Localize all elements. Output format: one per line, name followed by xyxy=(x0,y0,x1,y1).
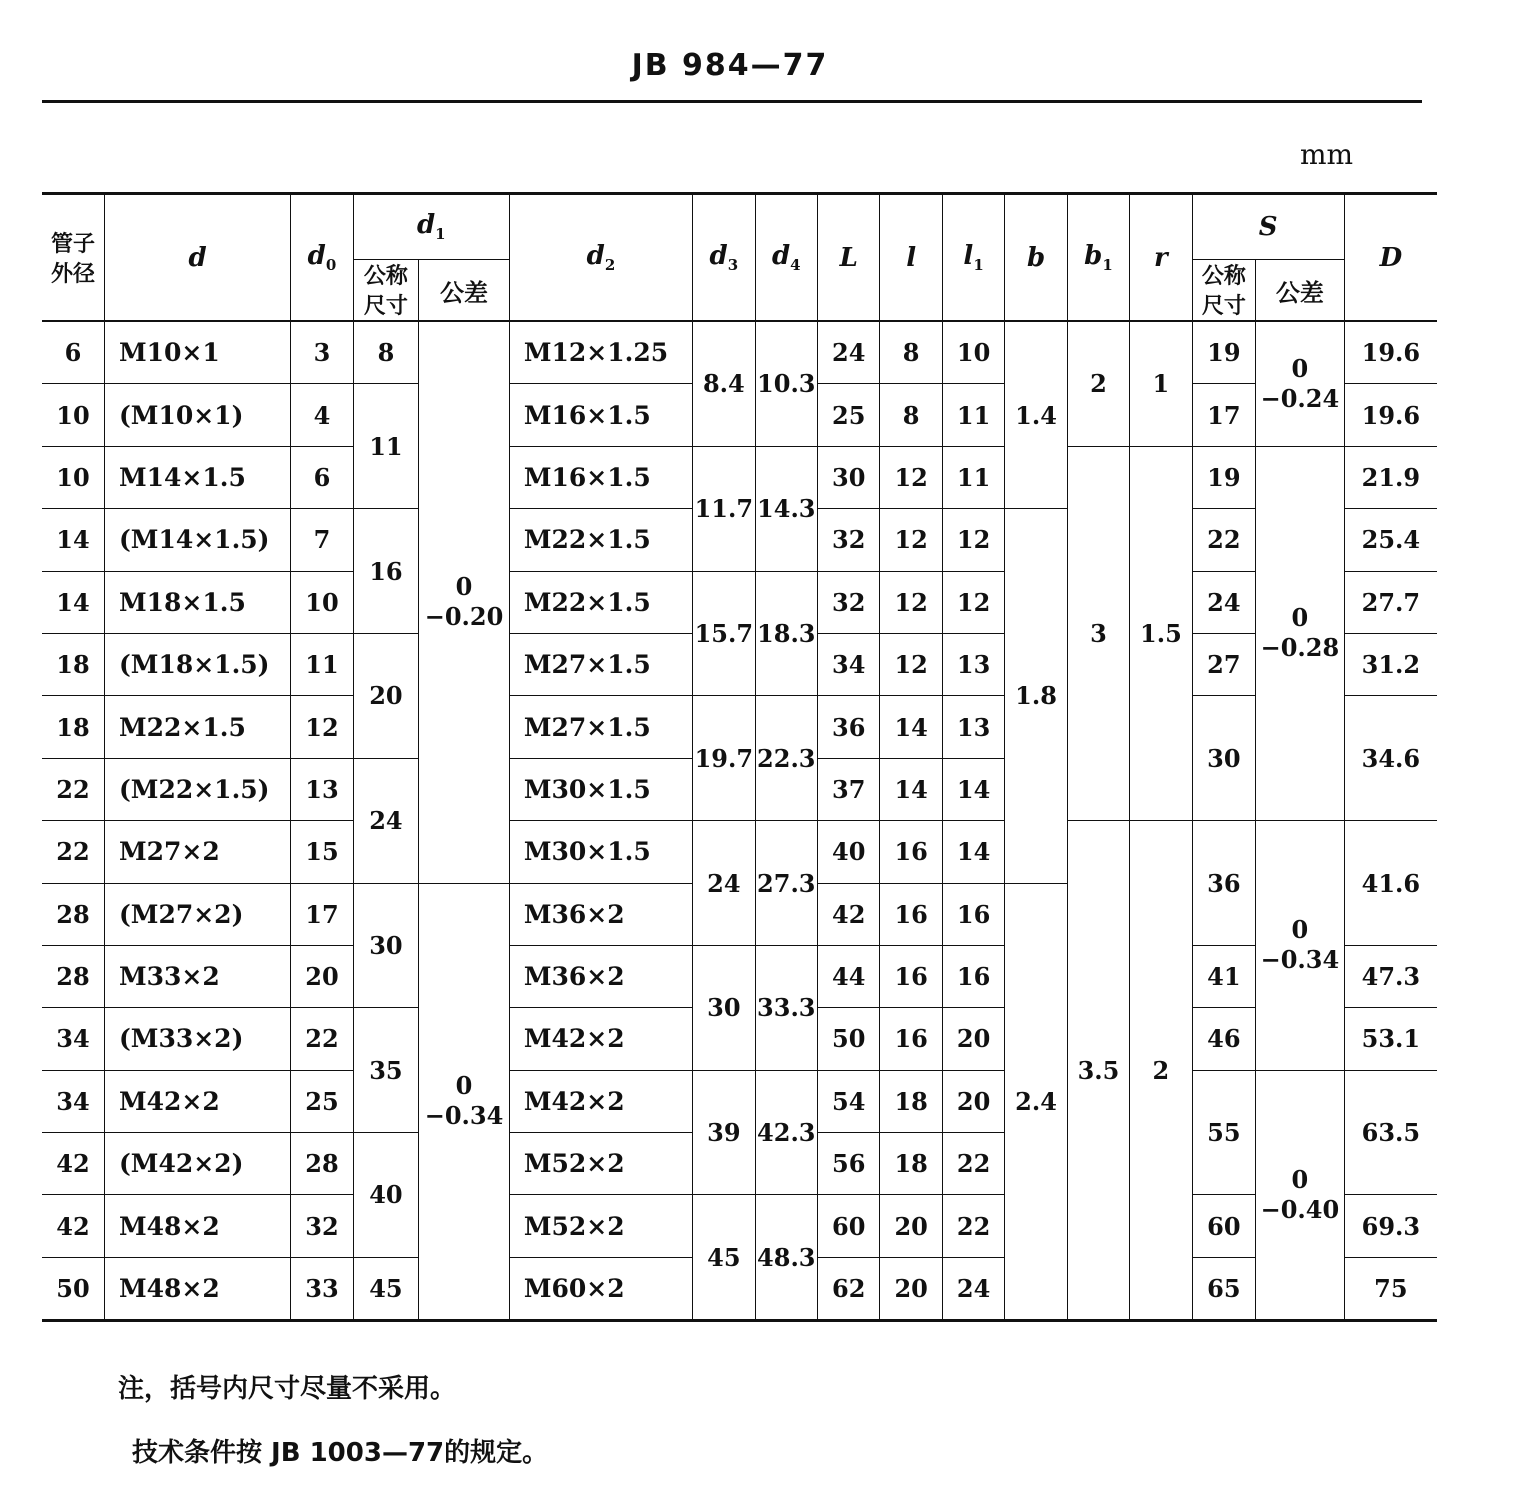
cell-d4: 42.3 xyxy=(755,1070,817,1195)
header-d2: $d_2$ xyxy=(509,194,692,322)
cell-pipe-od: 6 xyxy=(42,321,104,384)
cell-S-nominal: 19 xyxy=(1192,321,1255,384)
cell-d: (M18×1.5) xyxy=(104,633,290,695)
cell-d: (M14×1.5) xyxy=(104,509,290,571)
cell-d0: 3 xyxy=(291,321,353,384)
cell-d4: 14.3 xyxy=(755,446,817,571)
table-row xyxy=(42,321,1437,384)
cell-pipe-od: 42 xyxy=(42,1133,104,1195)
cell-l1: 12 xyxy=(942,571,1004,633)
cell-l: 20 xyxy=(880,1257,942,1320)
cell-d: M48×2 xyxy=(104,1195,290,1257)
cell-D: 75 xyxy=(1344,1257,1437,1320)
cell-d1-nominal: 8 xyxy=(353,321,418,384)
cell-l: 12 xyxy=(880,446,942,508)
cell-d3: 39 xyxy=(693,1070,755,1195)
cell-S-nominal: 36 xyxy=(1192,821,1255,946)
cell-d2: M42×2 xyxy=(509,1070,692,1132)
cell-pipe-od: 18 xyxy=(42,633,104,695)
header-b1: $b_1$ xyxy=(1067,194,1129,322)
cell-b1: 3 xyxy=(1067,446,1129,820)
cell-d2: M22×1.5 xyxy=(509,571,692,633)
cell-D: 63.5 xyxy=(1344,1070,1437,1195)
cell-d0: 13 xyxy=(291,758,353,820)
cell-D: 47.3 xyxy=(1344,945,1437,1007)
cell-S-nominal: 41 xyxy=(1192,945,1255,1007)
cell-S-nominal: 17 xyxy=(1192,384,1255,446)
cell-d2: M60×2 xyxy=(509,1257,692,1320)
cell-d4: 48.3 xyxy=(755,1195,817,1321)
cell-d0: 6 xyxy=(291,446,353,508)
cell-b: 1.4 xyxy=(1005,321,1067,509)
cell-d1-nominal: 45 xyxy=(353,1257,418,1320)
cell-D: 19.6 xyxy=(1344,384,1437,446)
cell-L: 56 xyxy=(818,1133,880,1195)
cell-D: 69.3 xyxy=(1344,1195,1437,1257)
cell-d0: 11 xyxy=(291,633,353,695)
unit-label: mm xyxy=(1300,138,1354,171)
cell-l1: 13 xyxy=(942,696,1004,758)
cell-d: M14×1.5 xyxy=(104,446,290,508)
cell-L: 60 xyxy=(818,1195,880,1257)
cell-l1: 20 xyxy=(942,1008,1004,1070)
cell-D: 41.6 xyxy=(1344,821,1437,946)
cell-d4: 33.3 xyxy=(755,945,817,1070)
cell-d0: 22 xyxy=(291,1008,353,1070)
cell-S-tolerance: 0 −0.34 xyxy=(1256,821,1345,1071)
cell-S-nominal: 60 xyxy=(1192,1195,1255,1257)
cell-L: 37 xyxy=(818,758,880,820)
cell-r: 1.5 xyxy=(1130,446,1192,820)
cell-d3: 30 xyxy=(693,945,755,1070)
header-d0: $d_0$ xyxy=(291,194,353,322)
cell-L: 24 xyxy=(818,321,880,384)
cell-d1-nominal: 40 xyxy=(353,1133,418,1258)
table-row xyxy=(42,696,1437,758)
cell-d1-tolerance: 0 −0.34 xyxy=(419,883,510,1321)
cell-L: 40 xyxy=(818,821,880,883)
cell-S-tolerance: 0 −0.28 xyxy=(1256,446,1345,820)
cell-d2: M42×2 xyxy=(509,1008,692,1070)
cell-d1-nominal: 16 xyxy=(353,509,418,634)
cell-d0: 10 xyxy=(291,571,353,633)
cell-l1: 22 xyxy=(942,1133,1004,1195)
cell-S-nominal: 27 xyxy=(1192,633,1255,695)
cell-l: 12 xyxy=(880,509,942,571)
cell-l: 8 xyxy=(880,384,942,446)
cell-d: (M22×1.5) xyxy=(104,758,290,820)
cell-pipe-od: 18 xyxy=(42,696,104,758)
cell-d: M42×2 xyxy=(104,1070,290,1132)
cell-L: 25 xyxy=(818,384,880,446)
header-l1: $l_1$ xyxy=(942,194,1004,322)
header-d1: $d_1$ xyxy=(353,194,509,260)
cell-l1: 12 xyxy=(942,509,1004,571)
cell-d: M22×1.5 xyxy=(104,696,290,758)
cell-d2: M16×1.5 xyxy=(509,384,692,446)
cell-S-tolerance: 0 −0.24 xyxy=(1256,321,1345,446)
cell-d0: 12 xyxy=(291,696,353,758)
cell-l: 18 xyxy=(880,1070,942,1132)
cell-d0: 15 xyxy=(291,821,353,883)
cell-D: 21.9 xyxy=(1344,446,1437,508)
cell-D: 34.6 xyxy=(1344,696,1437,821)
cell-d4: 22.3 xyxy=(755,696,817,821)
cell-d0: 33 xyxy=(291,1257,353,1320)
header-d: d xyxy=(104,194,290,322)
cell-d2: M30×1.5 xyxy=(509,758,692,820)
cell-pipe-od: 34 xyxy=(42,1008,104,1070)
cell-pipe-od: 10 xyxy=(42,384,104,446)
cell-r: 2 xyxy=(1130,821,1192,1321)
cell-d1-nominal: 24 xyxy=(353,758,418,883)
table-row xyxy=(42,571,1437,633)
cell-b: 2.4 xyxy=(1005,883,1067,1321)
cell-d3: 8.4 xyxy=(693,321,755,446)
cell-l: 16 xyxy=(880,945,942,1007)
cell-d2: M30×1.5 xyxy=(509,821,692,883)
cell-L: 62 xyxy=(818,1257,880,1320)
cell-D: 19.6 xyxy=(1344,321,1437,384)
cell-pipe-od: 42 xyxy=(42,1195,104,1257)
cell-d: M18×1.5 xyxy=(104,571,290,633)
cell-d4: 27.3 xyxy=(755,821,817,946)
cell-S-nominal: 24 xyxy=(1192,571,1255,633)
cell-d4: 18.3 xyxy=(755,571,817,696)
cell-l1: 10 xyxy=(942,321,1004,384)
cell-S-nominal: 46 xyxy=(1192,1008,1255,1070)
cell-d1-nominal: 20 xyxy=(353,633,418,758)
cell-b: 1.8 xyxy=(1005,509,1067,883)
cell-S-nominal: 30 xyxy=(1192,696,1255,821)
cell-d2: M27×1.5 xyxy=(509,696,692,758)
cell-D: 53.1 xyxy=(1344,1008,1437,1070)
cell-d0: 4 xyxy=(291,384,353,446)
cell-d1-tolerance: 0 −0.20 xyxy=(419,321,510,883)
cell-l: 16 xyxy=(880,1008,942,1070)
cell-l: 16 xyxy=(880,883,942,945)
cell-S-nominal: 22 xyxy=(1192,509,1255,571)
cell-r: 1 xyxy=(1130,321,1192,446)
cell-l: 16 xyxy=(880,821,942,883)
cell-l: 14 xyxy=(880,696,942,758)
cell-S-nominal: 55 xyxy=(1192,1070,1255,1195)
cell-d1-nominal: 30 xyxy=(353,883,418,1008)
cell-d3: 11.7 xyxy=(693,446,755,571)
header-D: D xyxy=(1344,194,1437,322)
cell-d2: M52×2 xyxy=(509,1133,692,1195)
header-d1-nominal: 公称 尺寸 xyxy=(353,260,418,322)
cell-d2: M36×2 xyxy=(509,945,692,1007)
cell-d0: 28 xyxy=(291,1133,353,1195)
cell-d0: 7 xyxy=(291,509,353,571)
cell-d1-nominal: 35 xyxy=(353,1008,418,1133)
table-row xyxy=(42,1070,1437,1132)
cell-pipe-od: 10 xyxy=(42,446,104,508)
header-pipe-od: 管子 外径 xyxy=(42,194,104,322)
cell-d3: 19.7 xyxy=(693,696,755,821)
cell-l: 12 xyxy=(880,633,942,695)
cell-d2: M22×1.5 xyxy=(509,509,692,571)
cell-pipe-od: 14 xyxy=(42,509,104,571)
header-S-nominal: 公称 尺寸 xyxy=(1192,260,1255,322)
cell-pipe-od: 34 xyxy=(42,1070,104,1132)
cell-d3: 24 xyxy=(693,821,755,946)
cell-D: 25.4 xyxy=(1344,509,1437,571)
cell-L: 44 xyxy=(818,945,880,1007)
cell-b1: 2 xyxy=(1067,321,1129,446)
cell-d2: M36×2 xyxy=(509,883,692,945)
note-brackets: 注，括号内尺寸尽量不采用。 xyxy=(118,1374,457,1404)
cell-pipe-od: 22 xyxy=(42,821,104,883)
cell-d: M10×1 xyxy=(104,321,290,384)
cell-l1: 14 xyxy=(942,821,1004,883)
cell-pipe-od: 50 xyxy=(42,1257,104,1320)
cell-l: 18 xyxy=(880,1133,942,1195)
cell-l: 8 xyxy=(880,321,942,384)
cell-b1: 3.5 xyxy=(1067,821,1129,1321)
cell-D: 31.2 xyxy=(1344,633,1437,695)
cell-L: 54 xyxy=(818,1070,880,1132)
cell-d: (M27×2) xyxy=(104,883,290,945)
cell-d2: M16×1.5 xyxy=(509,446,692,508)
cell-l1: 16 xyxy=(942,883,1004,945)
cell-d3: 15.7 xyxy=(693,571,755,696)
header-d4: $d_4$ xyxy=(755,194,817,322)
cell-S-nominal: 65 xyxy=(1192,1257,1255,1320)
cell-L: 32 xyxy=(818,509,880,571)
cell-d0: 20 xyxy=(291,945,353,1007)
cell-d2: M12×1.25 xyxy=(509,321,692,384)
cell-d: (M42×2) xyxy=(104,1133,290,1195)
header-L: L xyxy=(818,194,880,322)
cell-d: M27×2 xyxy=(104,821,290,883)
standard-code: JB 984—77 xyxy=(631,48,829,83)
cell-l1: 11 xyxy=(942,446,1004,508)
cell-S-nominal: 19 xyxy=(1192,446,1255,508)
dimension-table xyxy=(42,192,1437,1322)
cell-l: 12 xyxy=(880,571,942,633)
cell-l1: 20 xyxy=(942,1070,1004,1132)
cell-d0: 32 xyxy=(291,1195,353,1257)
cell-L: 36 xyxy=(818,696,880,758)
header-S-tolerance: 公差 xyxy=(1256,260,1345,322)
cell-l1: 14 xyxy=(942,758,1004,820)
header-S: S xyxy=(1192,194,1344,260)
cell-pipe-od: 14 xyxy=(42,571,104,633)
cell-d: (M33×2) xyxy=(104,1008,290,1070)
cell-L: 42 xyxy=(818,883,880,945)
cell-S-tolerance: 0 −0.40 xyxy=(1256,1070,1345,1321)
table-row xyxy=(42,1195,1437,1257)
cell-d4: 10.3 xyxy=(755,321,817,446)
table-row xyxy=(42,945,1437,1007)
cell-L: 34 xyxy=(818,633,880,695)
header-l: l xyxy=(880,194,942,322)
table-row xyxy=(42,821,1437,883)
cell-d: M48×2 xyxy=(104,1257,290,1320)
cell-l1: 22 xyxy=(942,1195,1004,1257)
cell-d1-nominal: 11 xyxy=(353,384,418,509)
table-row xyxy=(42,446,1437,508)
header-b: b xyxy=(1005,194,1067,322)
cell-L: 50 xyxy=(818,1008,880,1070)
note-technical-conditions: 技术条件按 JB 1003—77的规定。 xyxy=(132,1438,549,1468)
header-d3: $d_3$ xyxy=(693,194,755,322)
cell-d2: M27×1.5 xyxy=(509,633,692,695)
cell-l1: 11 xyxy=(942,384,1004,446)
cell-d: (M10×1) xyxy=(104,384,290,446)
cell-l: 14 xyxy=(880,758,942,820)
cell-l1: 24 xyxy=(942,1257,1004,1320)
cell-D: 27.7 xyxy=(1344,571,1437,633)
cell-l1: 16 xyxy=(942,945,1004,1007)
cell-pipe-od: 28 xyxy=(42,883,104,945)
cell-l1: 13 xyxy=(942,633,1004,695)
cell-d3: 45 xyxy=(693,1195,755,1321)
cell-L: 30 xyxy=(818,446,880,508)
cell-d: M33×2 xyxy=(104,945,290,1007)
cell-L: 32 xyxy=(818,571,880,633)
cell-d0: 17 xyxy=(291,883,353,945)
cell-pipe-od: 22 xyxy=(42,758,104,820)
cell-l: 20 xyxy=(880,1195,942,1257)
header-rule xyxy=(42,100,1422,103)
header-d1-tolerance: 公差 xyxy=(419,260,510,322)
cell-d0: 25 xyxy=(291,1070,353,1132)
header-r: r xyxy=(1130,194,1192,322)
cell-d2: M52×2 xyxy=(509,1195,692,1257)
cell-pipe-od: 28 xyxy=(42,945,104,1007)
